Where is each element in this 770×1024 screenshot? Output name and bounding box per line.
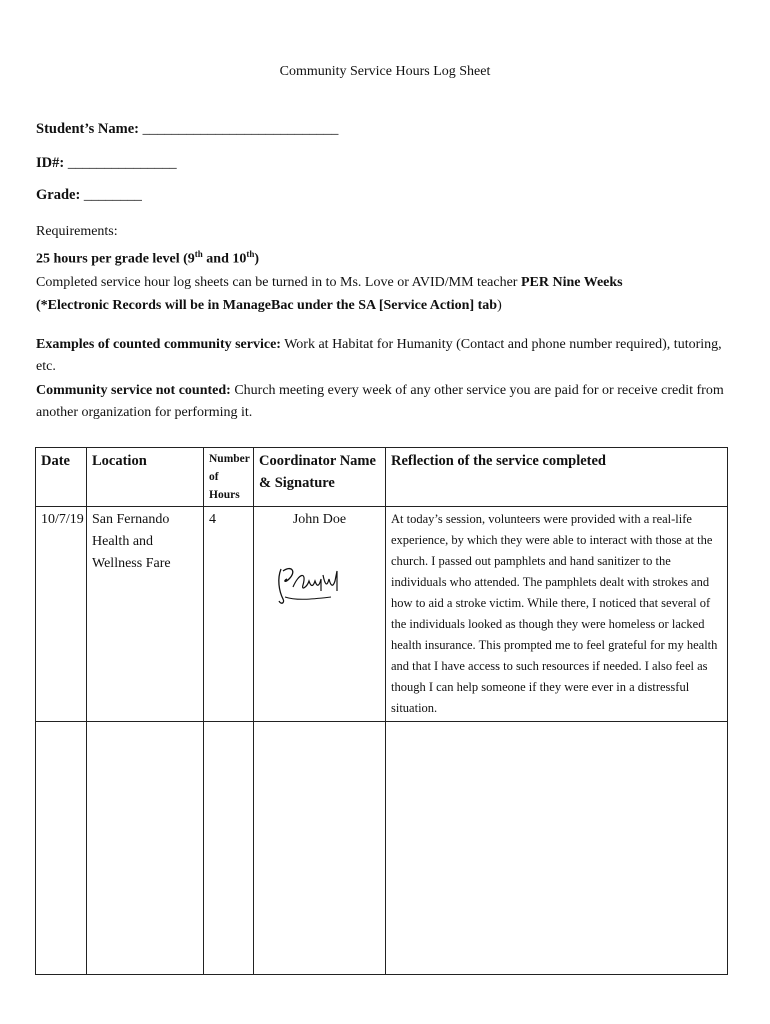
- empty-location-cell[interactable]: [87, 722, 204, 975]
- sup-th-1: th: [194, 249, 203, 259]
- header-date: Date: [36, 448, 87, 507]
- and-text: and 10: [202, 251, 247, 267]
- header-hours-line1: Number: [209, 453, 250, 465]
- empty-date-cell[interactable]: [36, 722, 87, 975]
- electronic-close: ): [497, 297, 502, 313]
- close-paren: ): [254, 251, 260, 267]
- service-log-table: [35, 447, 728, 975]
- table-header-row: [36, 448, 728, 507]
- turn-in-line: [36, 271, 736, 294]
- table-row: [36, 507, 728, 722]
- row-reflection[interactable]: At today’s session, volunteers were provided with a real-life experience, by which they were able to interact with those at the church. I passed out pamphlets and hand sanitizer to the individuals who attended. The pamphlets dealt with strokes and how to aid a stroke victim. While there, I noticed that several of the individuals looked as though they were homeless or lacked health insurance. This prompted me to feel grateful for my health and that I have access to such resources if needed. I also feel as though I can help someone if they were ever in a distressful situation.: [386, 507, 728, 722]
- id-label: ID#:: [36, 155, 65, 171]
- hours-requirement: [36, 243, 736, 271]
- examples-text: Work at Habitat for Humanity (Contact and phone number required), tutoring, etc.: [36, 337, 722, 374]
- electronic-records-line: [36, 294, 736, 317]
- header-location: Location: [87, 448, 204, 507]
- id-field: [36, 155, 177, 172]
- row-date[interactable]: 10/7/19: [36, 507, 87, 722]
- page-title: Community Service Hours Log Sheet: [279, 64, 491, 79]
- hours-text: 25 hours per grade level (9: [36, 251, 195, 267]
- signature-image: [273, 557, 345, 613]
- empty-coordinator-cell[interactable]: [254, 722, 386, 975]
- header-hours-line2: of Hours: [209, 471, 240, 501]
- turn-in-text: Completed service hour log sheets can be turned in to Ms. Love or AVID/MM teacher: [36, 274, 521, 290]
- not-counted-label: Community service not counted:: [36, 383, 231, 398]
- empty-hours-cell[interactable]: [204, 722, 254, 975]
- student-name-label: Student’s Name:: [36, 121, 139, 137]
- student-name-field: [36, 121, 338, 138]
- examples-label: Examples of counted community service:: [36, 337, 281, 352]
- header-coordinator: Coordinator Name & Signature: [254, 448, 386, 507]
- empty-reflection-cell[interactable]: [386, 722, 728, 975]
- examples-paragraph: [36, 334, 736, 378]
- not-counted-paragraph: [36, 380, 736, 424]
- header-reflection: Reflection of the service completed: [386, 448, 728, 507]
- per-nine-weeks: PER Nine Weeks: [520, 274, 623, 290]
- row-coordinator[interactable]: [254, 507, 386, 722]
- not-counted-text: Church meeting every week of any other service you are paid for or receive credit from another organization for performing it.: [36, 383, 724, 420]
- electronic-records-text: (*Electronic Records will be in ManageBac under the SA [Service Action] tab: [36, 297, 498, 313]
- grade-line[interactable]: ________: [83, 187, 142, 203]
- requirements-heading: Requirements:: [36, 224, 118, 239]
- grade-field: [36, 187, 142, 204]
- id-line[interactable]: _______________: [67, 155, 177, 171]
- header-hours: [204, 448, 254, 507]
- table-row-empty: [36, 722, 728, 975]
- row-hours[interactable]: 4: [204, 507, 254, 722]
- row-location[interactable]: San Fernando Health and Wellness Fare: [87, 507, 204, 722]
- requirements-block: [36, 220, 736, 317]
- sup-th-2: th: [246, 249, 255, 259]
- student-name-line[interactable]: ___________________________: [142, 121, 339, 137]
- coordinator-name: John Doe: [292, 512, 347, 527]
- grade-label: Grade:: [36, 187, 81, 203]
